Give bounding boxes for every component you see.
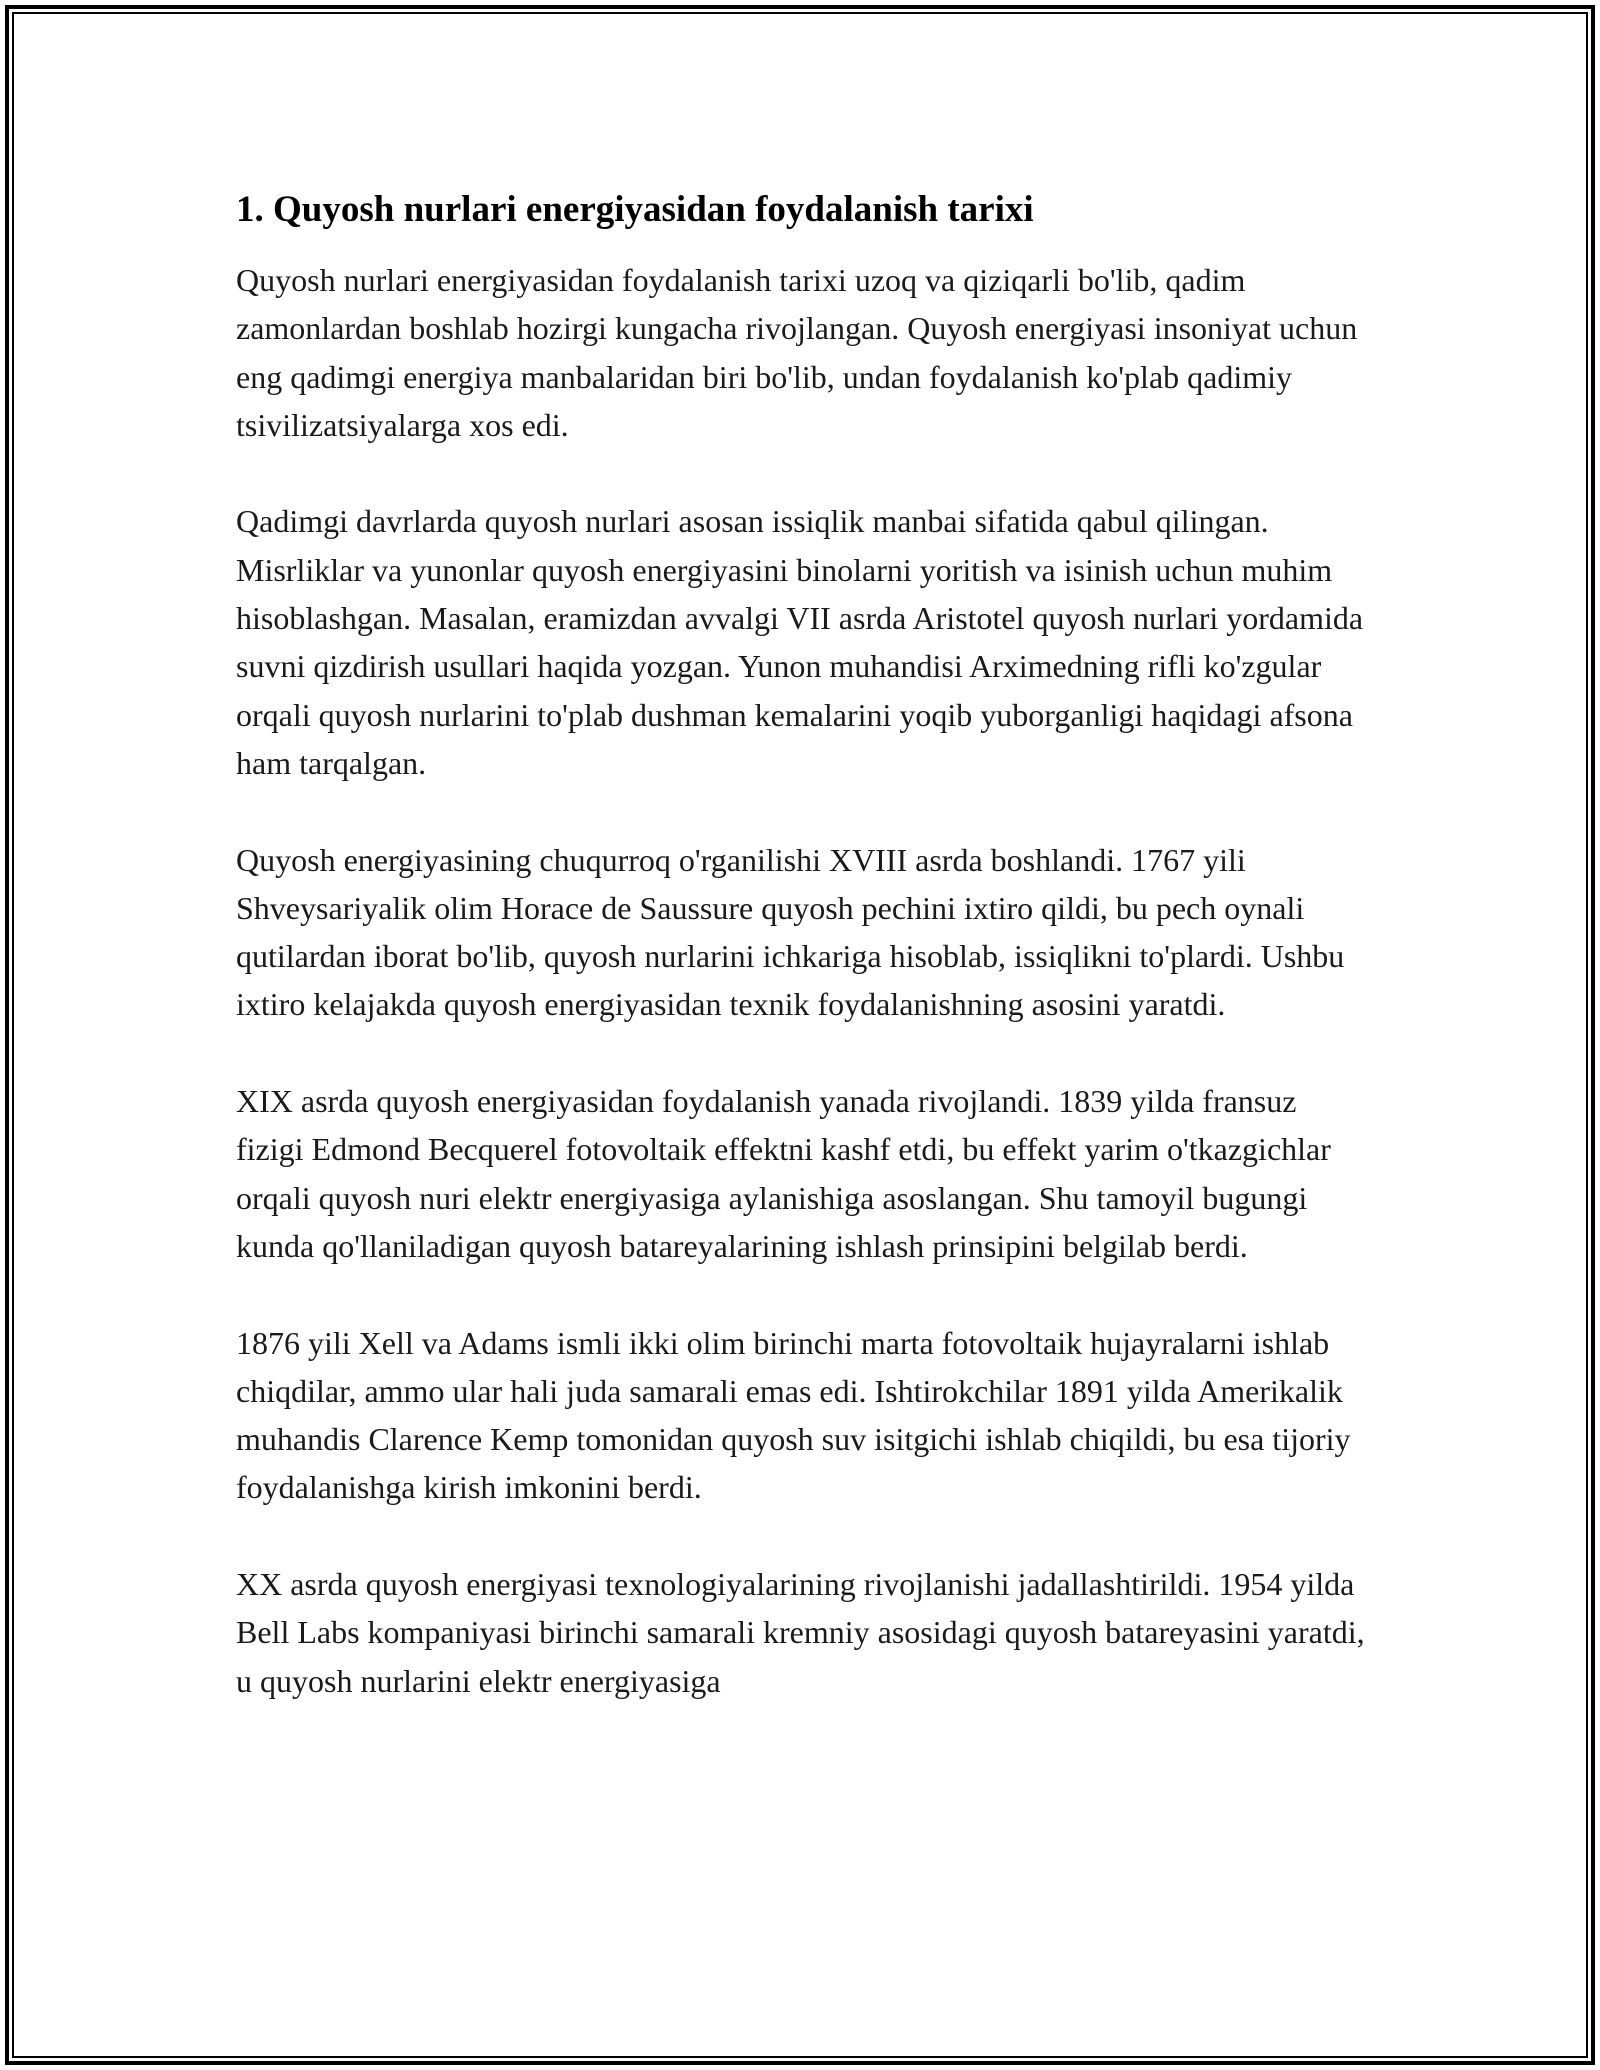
paragraph-2: Qadimgi davrlarda quyosh nurlari asosan issiqlik manbai sifatida qabul qilingan. Misrliklar va yunonlar quyosh energiyasini binolarni yoritish va isinish uchun muhim hisoblashgan. Masalan, eramizdan avvalgi VII asrda Aristotel quyosh nurlari yordamida suvni qizdirish usullari haqida yozgan. Yunon muhandisi Arximedning rifli ko'zgular orqali quyosh nurlarini to'plab dushman kemalarini yoqib yuborganligi haqidagi afsona ham tarqalgan.	[236, 503, 1364, 781]
paragraph-4: XIX asrda quyosh energiyasidan foydalanish yanada rivojlandi. 1839 yilda fransuz fizigi Edmond Becquerel fotovoltaik effektni kashf etdi, bu effekt yarim o'tkazgichlar orqali quyosh nuri elektr energiyasiga aylanishiga asoslangan. Shu tamoyil bugungi kunda qo'llaniladigan quyosh batareyalarining ishlash prinsipini belgilab berdi.	[236, 1083, 1331, 1264]
section-heading: 1. Quyosh nurlari energiyasidan foydalanish tarixi	[236, 189, 1034, 230]
paragraph-5: 1876 yili Xell va Adams ismli ikki olim birinchi marta fotovoltaik hujayralarni ishlab chiqdilar, ammo ular hali juda samarali emas edi. Ishtirokchilar 1891 yilda Amerikalik muhandis Clarence Kemp tomonidan quyosh suv isitgichi ishlab chiqildi, bu esa tijoriy foydalanishga kirish imkonini berdi.	[236, 1324, 1351, 1506]
document-body	[236, 186, 1366, 1753]
paragraph-3: Quyosh energiyasining chuqurroq o'rganilishi XVIII asrda boshlandi. 1767 yili Shveysariyalik olim Horace de Saussure quyosh pechini ixtiro qildi, bu pech oynali qutilardan iborat bo'lib, quyosh nurlarini ichkariga hisoblab, issiqlikni to'plardi. Ushbu ixtiro kelajakda quyosh energiyasidan texnik foydalanishning asosini yaratdi.	[236, 841, 1345, 1023]
paragraph-1: Quyosh nurlari energiyasidan foydalanish tarixi uzoq va qiziqarli bo'lib, qadim zamonlardan boshlab hozirgi kungacha rivojlangan. Quyosh energiyasi insoniyat uchun eng qadimgi energiya manbalaridan biri bo'lib, undan foydalanish ko'plab qadimiy tsivilizatsiyalarga xos edi.	[236, 262, 1358, 443]
paragraph-6: XX asrda quyosh energiyasi texnologiyalarining rivojlanishi jadallashtirildi. 1954 yilda Bell Labs kompaniyasi birinchi samarali kremniy asosidagi quyosh batareyasini yaratdi, u quyosh nurlarini elektr energiyasiga	[236, 1566, 1365, 1699]
